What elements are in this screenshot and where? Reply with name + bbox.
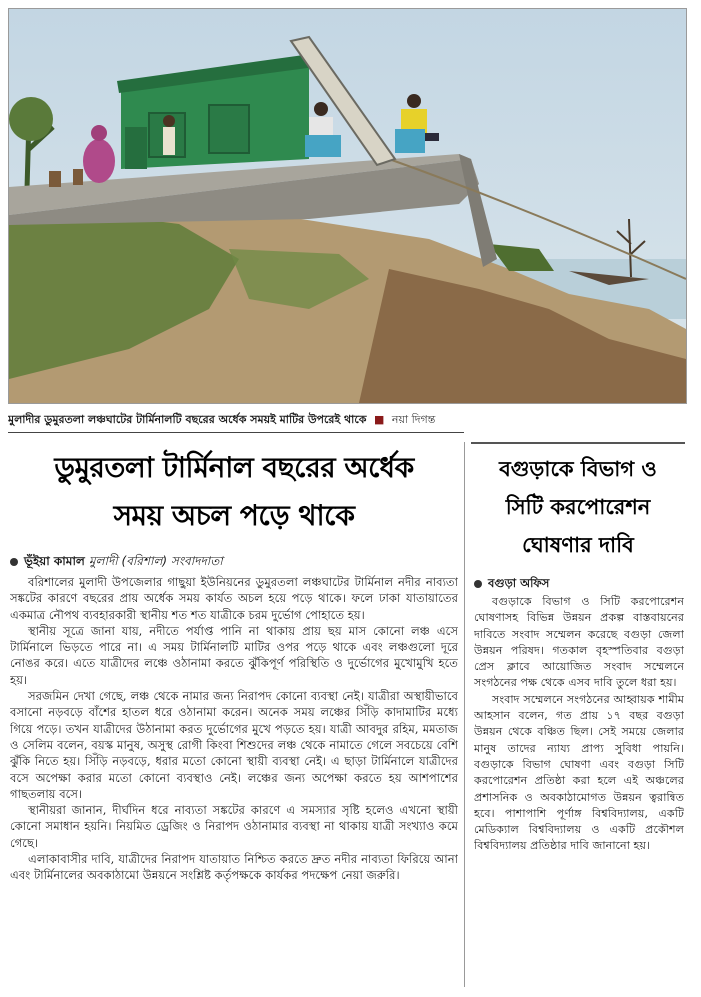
person-4-head bbox=[407, 94, 421, 108]
side-paragraph: বগুড়াকে বিভাগ ও সিটি করপোরেশন ঘোষণাসহ বিভিন্ন উন্নয়ন প্রকল্প বাস্তবায়নের দাবিতে সংবাদ সম্মেলন করেছে বগুড়া জেলা উন্নয়ন পরিষদ। গতকাল বৃহস্পতিবার বগুড়া প্রেস ক্লাবে আয়োজিত সংবাদ সম্মেলনে সংগঠনের পক্ষ থেকে এসব দাবি তুলে ধরা হয়। bbox=[474, 595, 684, 690]
main-paragraph: স্থানীয়রা জানান, দীর্ঘদিন ধরে নাব্যতা সঙ্কটের কারণে এ সমস্যার সৃষ্টি হলেও এখনো স্থায়ী কোনো সমাধান হয়নি। নিয়মিত ড্রেজিং ও নিরাপদ ওঠানামার ব্যবস্থা না থাকায় যাত্রী সংখ্যাও কমে গেছে। bbox=[10, 803, 458, 850]
barrel-2 bbox=[73, 169, 83, 185]
person-1 bbox=[83, 139, 115, 183]
main-paragraph: সরজমিন দেখা গেছে, লঞ্চ থেকে নামার জন্য নিরাপদ কোনো ব্যবস্থা নেই। যাত্রীরা অস্থায়ীভাবে বসানো নড়বড়ে বাঁশের হাতল ধরে ওঠানামা করেন। অনেক সময় লঞ্চের সিঁড়ি কাদামাটির মধ্যে গিয়ে পড়ে। তখন যাত্রীদের উঠানামা করত দুর্ভোগের মুখে পড়তে হয়। যাত্রী আবদুর রহিম, মমতাজ ও সেলিম বলেন, বয়স্ক মানুষ, অসুস্থ রোগী কিংবা শিশুদের লঞ্চ থেকে নামাতে গেলে সবচেয়ে বেশি ঝুঁকি নিতে হয়। সিঁড়ি নড়বড়ে, ধরার মতো কোনো স্থায়ী ব্যবস্থা নেই। এ ছাড়া টার্মিনালে যাত্রীদের বসে অপেক্ষা করার মতো কোনো ব্যবস্থাও নেই। লঞ্চের জন্য অপেক্ষা করতে হয় আশপাশের গাছতলায় বসে। bbox=[10, 689, 458, 801]
caption-separator: ■ bbox=[373, 413, 385, 426]
plastic-chair bbox=[305, 135, 341, 157]
person-1-head bbox=[91, 125, 107, 141]
barrel bbox=[49, 171, 61, 187]
side-headline-line-1: বগুড়াকে বিভাগ ও bbox=[499, 456, 657, 481]
side-headline-line-3: ঘোষণার দাবি bbox=[522, 532, 634, 557]
side-headline bbox=[471, 450, 685, 570]
terminal-photo-illustration bbox=[9, 9, 686, 403]
photo-caption bbox=[8, 411, 685, 429]
main-paragraph: এলাকাবাসীর দাবি, যাত্রীদের নিরাপদ যাতায়াত নিশ্চিত করতে দ্রুত নদীর নাব্যতা ফিরিয়ে আনা এবং টার্মিনালের অবকাঠামো উন্নয়নে সংশ্লিষ্ট কর্তৃপক্ষকে কার্যকর পদক্ষেপ নেয়া জরুরি। bbox=[10, 852, 458, 883]
side-column-rule bbox=[471, 442, 685, 444]
terminal-window-2 bbox=[209, 105, 249, 153]
byline-bullet-icon bbox=[474, 580, 482, 588]
plastic-chair-2 bbox=[395, 129, 425, 153]
byline-bullet-icon bbox=[10, 558, 18, 566]
author-name: ভূঁইয়া কামাল bbox=[24, 554, 85, 568]
main-headline-line-2: সময় অচল পড়ে থাকে bbox=[113, 499, 355, 532]
caption-text: মুলাদীর ডুমুরতলা লঞ্চঘাটের টার্মিনালটি বছরের অর্ধেক সময়ই মাটির উপরেই থাকে bbox=[8, 413, 367, 426]
author-location: মুলাদী (বরিশাল) সংবাদদাতা bbox=[88, 554, 223, 568]
side-byline bbox=[474, 574, 684, 592]
column-divider bbox=[464, 442, 465, 987]
main-byline bbox=[10, 552, 462, 570]
photo-credit: নয়া দিগন্ত bbox=[391, 413, 436, 426]
person-2 bbox=[163, 127, 175, 155]
main-article-body bbox=[10, 574, 458, 990]
main-headline bbox=[8, 444, 460, 546]
side-headline-line-2: সিটি করপোরেশন bbox=[505, 494, 651, 519]
news-photo bbox=[8, 8, 687, 404]
main-paragraph: বরিশালের মুলাদী উপজেলার গাছুয়া ইউনিয়নের ডুমুরতলা লঞ্চঘাটের টার্মিনাল নদীর নাব্যতা সঙ্কটের কারণে বছরের প্রায় অর্ধেক সময় কার্যত অচল হয়ে পড়ে থাকে। ফলে ঢাকা যাতায়াতের একমাত্র নৌপথ ব্যবহারকারী স্থানীয় শত শত যাত্রীকে চরম দুর্ভোগ পোহাতে হয়। bbox=[10, 575, 458, 622]
person-2-head bbox=[163, 115, 175, 127]
side-article-body bbox=[474, 594, 684, 990]
side-paragraph: সংবাদ সম্মেলনে সংগঠনের আহ্বায়ক শামীম আহসান বলেন, গত প্রায় ১৭ বছর বগুড়া উন্নয়ন থেকে বঞ্চিত ছিল। সেই সময়ে জেলার মানুষ তাদের ন্যায্য প্রাপ্য সুবিধা পায়নি। বগুড়াকে বিভাগ ঘোষণা এবং বগুড়া সিটি করপোরেশন প্রতিষ্ঠা করা হলে এই অঞ্চলের প্রশাসনিক ও অবকাঠামোগত উন্নয়ন ত্বরান্বিত হবে। পাশাপাশি পূর্ণাঙ্গ বিশ্ববিদ্যালয়, একটি মেডিক্যাল বিশ্ববিদ্যালয় ও একটি প্রকৌশল বিশ্ববিদ্যালয় প্রতিষ্ঠার দাবি জানানো হয়। bbox=[474, 692, 684, 853]
tree-foliage bbox=[9, 97, 53, 141]
main-headline-line-1: ডুমুরতলা টার্মিনাল বছরের অর্ধেক bbox=[54, 451, 414, 484]
person-3-head bbox=[314, 102, 328, 116]
main-paragraph: স্থানীয় সূত্রে জানা যায়, নদীতে পর্যাপ্ত পানি না থাকায় প্রায় ছয় মাস কোনো লঞ্চ এসে টার্মিনালে ভিড়তে পারে না। এ সময় টার্মিনালটি মাটির ওপর পড়ে থাকে এবং লঞ্চগুলো দূরে নোঙর করে। এতে যাত্রীদের লঞ্চে ওঠানামা করতে ঝুঁকিপূর্ণ পরিস্থিতি ও দুর্ভোগের মুখোমুখি হতে হয়। bbox=[10, 623, 458, 687]
side-byline-text: বগুড়া অফিস bbox=[488, 576, 550, 590]
terminal-door bbox=[125, 127, 147, 169]
caption-divider bbox=[8, 432, 464, 433]
